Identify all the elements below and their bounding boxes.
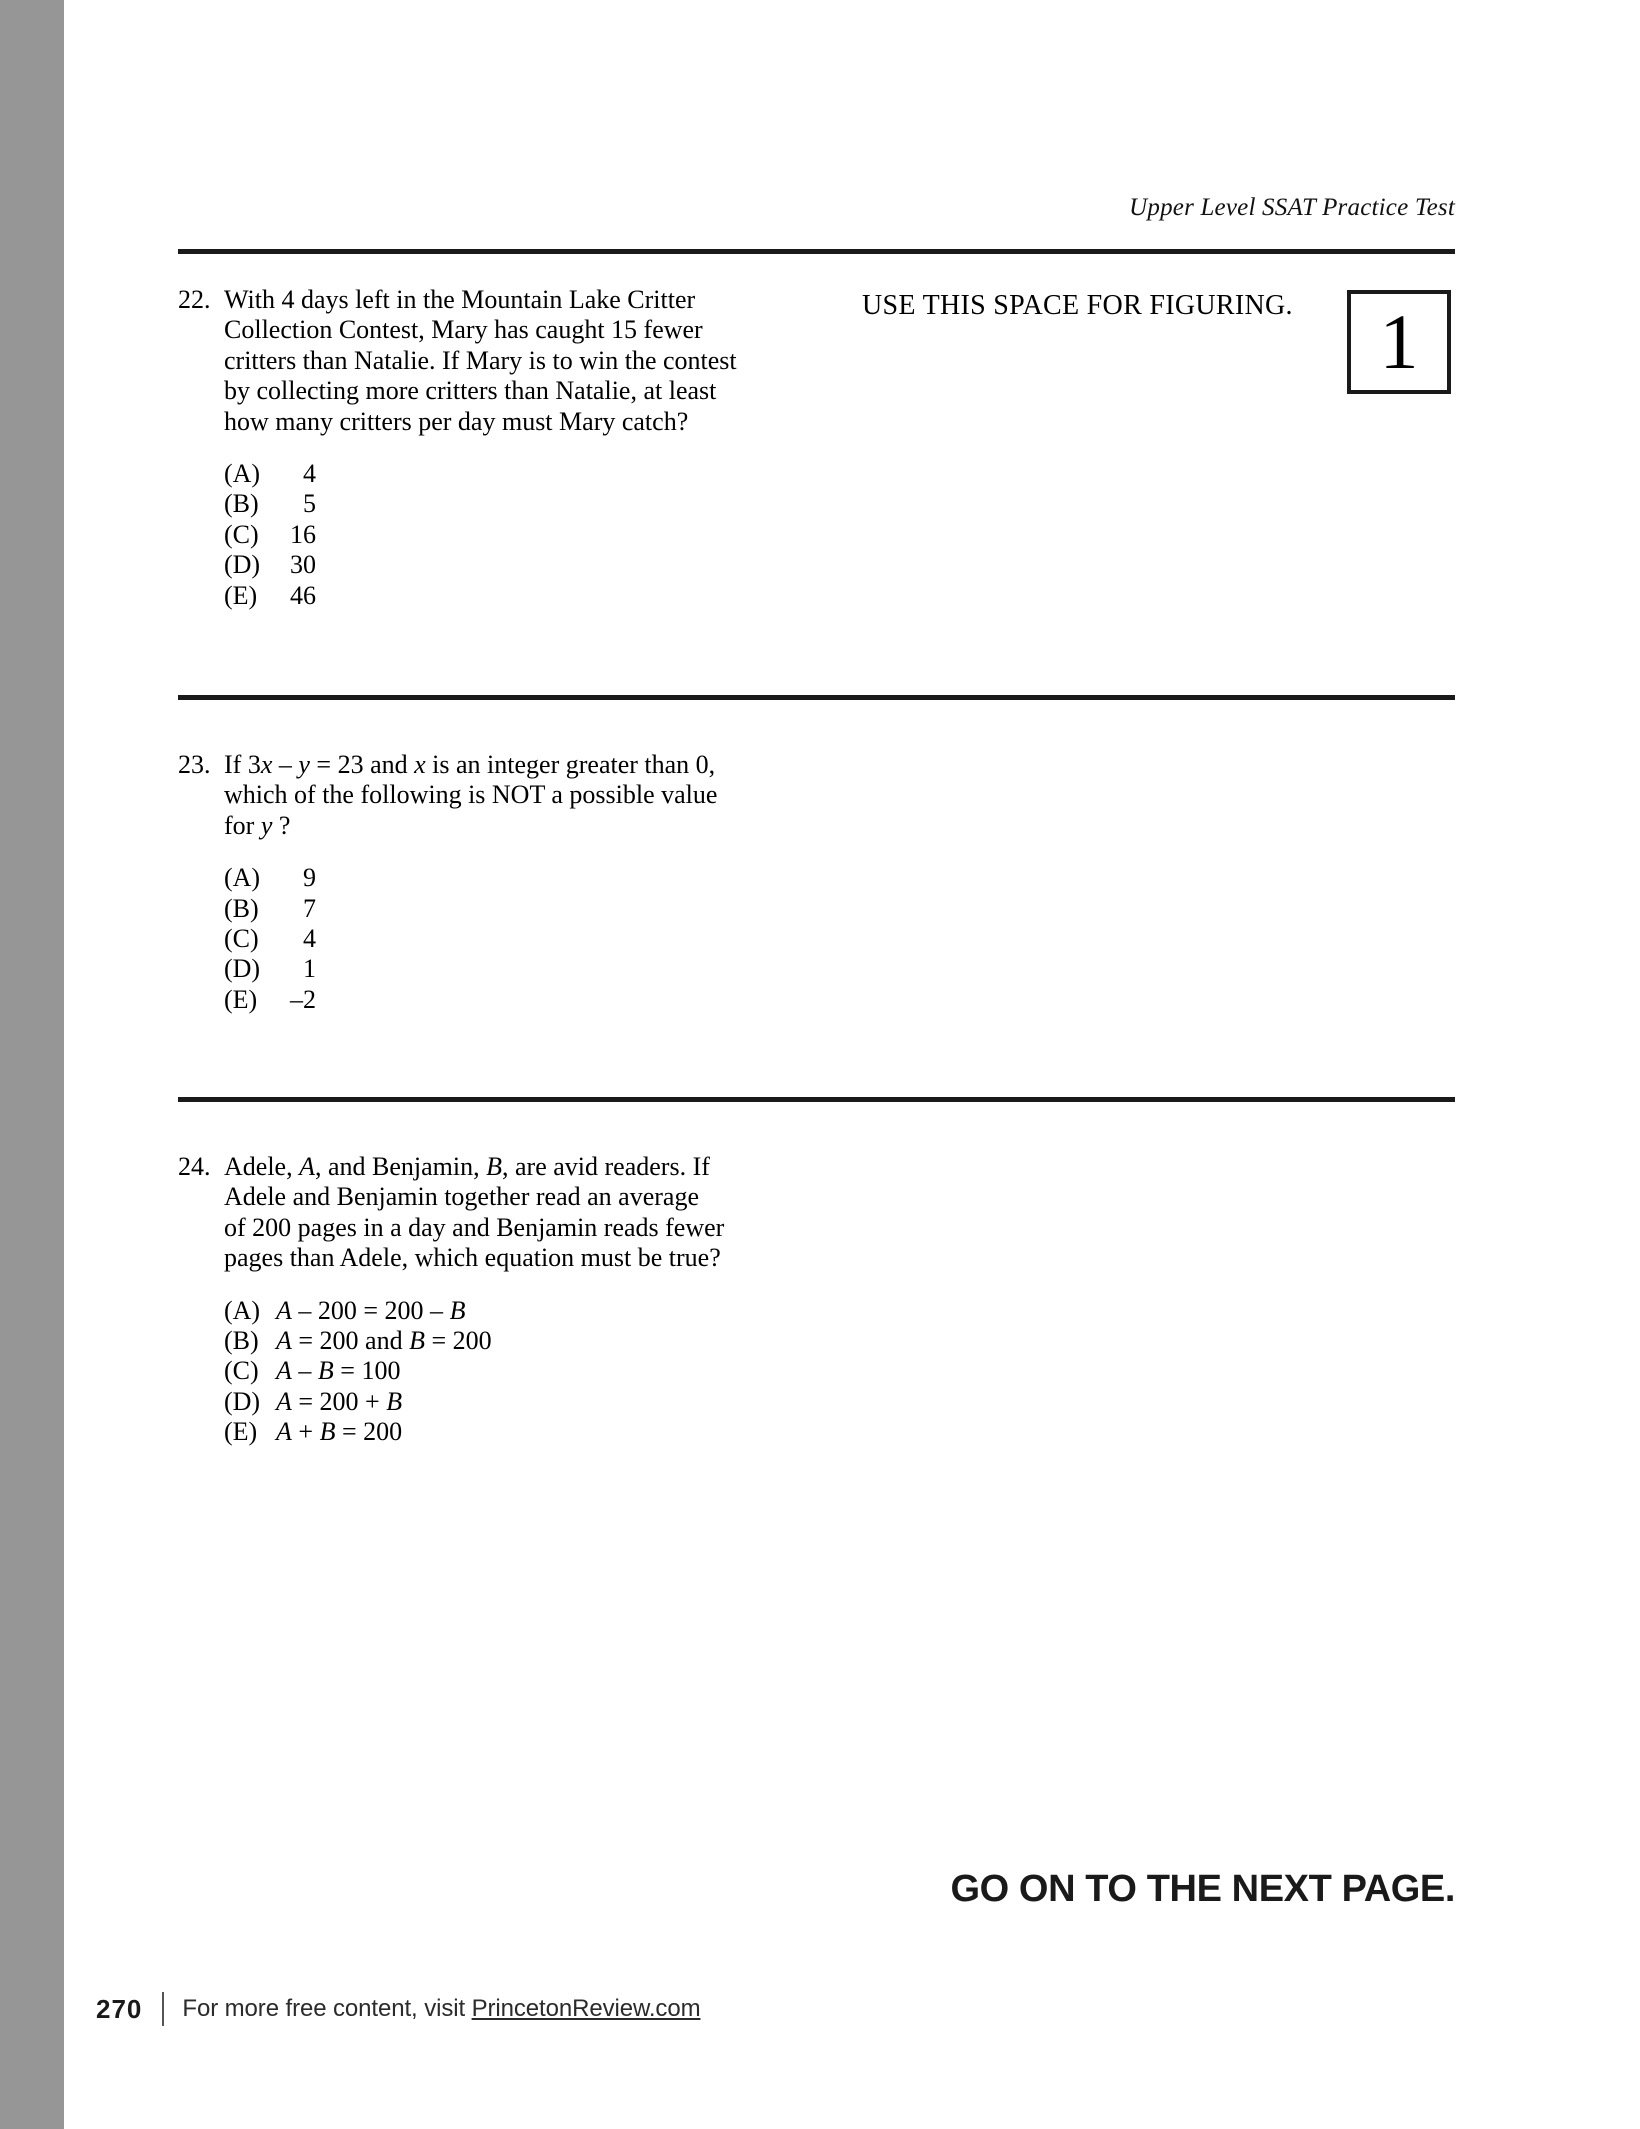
question-24-row [178,1152,798,1274]
choice-option[interactable] [224,1387,798,1417]
stem-line: critters than Natalie. If Mary is to win the contest [224,345,737,375]
stem-line: Adele and Benjamin together read an average [224,1182,699,1212]
choice-option[interactable] [224,459,798,489]
choice-value: 7 [303,893,316,923]
choice-option[interactable] [224,1417,798,1447]
question-22-stem [224,285,798,437]
choice-option[interactable] [224,924,798,954]
choice-letter: (E) [224,580,258,610]
choice-letter: (B) [224,489,259,519]
choice-value: 5 [303,489,316,519]
section-number: 1 [1379,298,1419,385]
stem-line: Adele, A, and Benjamin, B, are avid readers. If [224,1152,710,1181]
page-gutter-bar [0,0,64,2129]
stem-line: for y ? [224,810,291,840]
question-22-divider-rule [178,695,1455,700]
choice-letter: (C) [224,1356,259,1386]
choice-value: A – B = 100 [276,1356,401,1386]
choice-option[interactable] [224,1296,798,1326]
section-number-box [1347,290,1451,394]
choice-option[interactable] [224,1326,798,1356]
choice-letter: (A) [224,863,261,893]
choice-letter: (E) [224,984,258,1014]
choice-letter: (D) [224,1386,261,1416]
choice-letter: (B) [224,1326,259,1356]
choice-option[interactable] [224,581,798,611]
choice-value: 4 [303,459,316,489]
question-22-number: 22. [178,285,211,314]
choice-option[interactable] [224,550,798,580]
footer-divider [162,1992,164,2026]
stem-line: how many critters per day must Mary catch? [224,406,689,436]
footer-note [182,1995,700,2023]
stem-line: Collection Contest, Mary has caught 15 fewer [224,315,703,345]
question-23-row [178,750,798,841]
use-this-space-for-figuring-label: USE THIS SPACE FOR FIGURING. [862,290,1293,321]
stem-line: If 3x – y = 23 and x is an integer greater than 0, [224,750,716,779]
choice-letter: (D) [224,550,261,580]
choice-value: A = 200 + B [276,1386,403,1416]
princeton-review-link[interactable]: PrincetonReview.com [471,1995,701,2022]
stem-line: pages than Adele, which equation must be true? [224,1243,721,1273]
question-24-number: 24. [178,1152,211,1181]
choice-value: 16 [290,519,316,549]
choice-value: A + B = 200 [276,1417,403,1447]
page-number: 270 [96,1993,143,2024]
choice-letter: (B) [224,893,259,923]
go-on-to-next-page-text: GO ON TO THE NEXT PAGE. [950,1868,1455,1910]
choice-letter: (D) [224,954,261,984]
stem-line: which of the following is NOT a possible value [224,780,718,810]
stem-line: of 200 pages in a day and Benjamin reads fewer [224,1212,725,1242]
question-23-stem [224,750,798,841]
stem-line: With 4 days left in the Mountain Lake Critter [224,285,696,314]
choice-value: A = 200 and B = 200 [276,1326,492,1356]
choice-value: –2 [290,984,316,1014]
choice-letter: (C) [224,924,259,954]
choice-option[interactable] [224,520,798,550]
choice-option[interactable] [224,954,798,984]
running-head: Upper Level SSAT Practice Test [1129,194,1455,221]
choice-value: 30 [290,550,316,580]
page-footer [96,1992,700,2026]
choice-option[interactable] [224,985,798,1015]
question-22 [178,285,798,611]
question-22-choices [224,459,798,611]
choice-letter: (A) [224,459,261,489]
choice-letter: (A) [224,1295,261,1325]
choice-option[interactable] [224,894,798,924]
choice-value: 1 [303,954,316,984]
choice-value: 4 [303,924,316,954]
choice-option[interactable] [224,489,798,519]
choice-option[interactable] [224,863,798,893]
choice-value: 9 [303,863,316,893]
question-24-choices [224,1296,798,1448]
question-23 [178,750,798,1015]
choice-value: A – 200 = 200 – B [276,1295,466,1325]
stem-line: by collecting more critters than Natalie, at least [224,376,717,406]
choice-value: 46 [290,580,316,610]
footer-note-prefix: For more free content, visit [182,1995,472,2022]
question-24-stem [224,1152,798,1274]
question-23-number: 23. [178,750,211,779]
choice-letter: (C) [224,519,259,549]
question-22-row [178,285,798,437]
header-rule [178,249,1455,254]
choice-option[interactable] [224,1356,798,1386]
choice-letter: (E) [224,1417,258,1447]
question-23-choices [224,863,798,1015]
question-24 [178,1152,798,1448]
question-23-divider-rule [178,1097,1455,1102]
